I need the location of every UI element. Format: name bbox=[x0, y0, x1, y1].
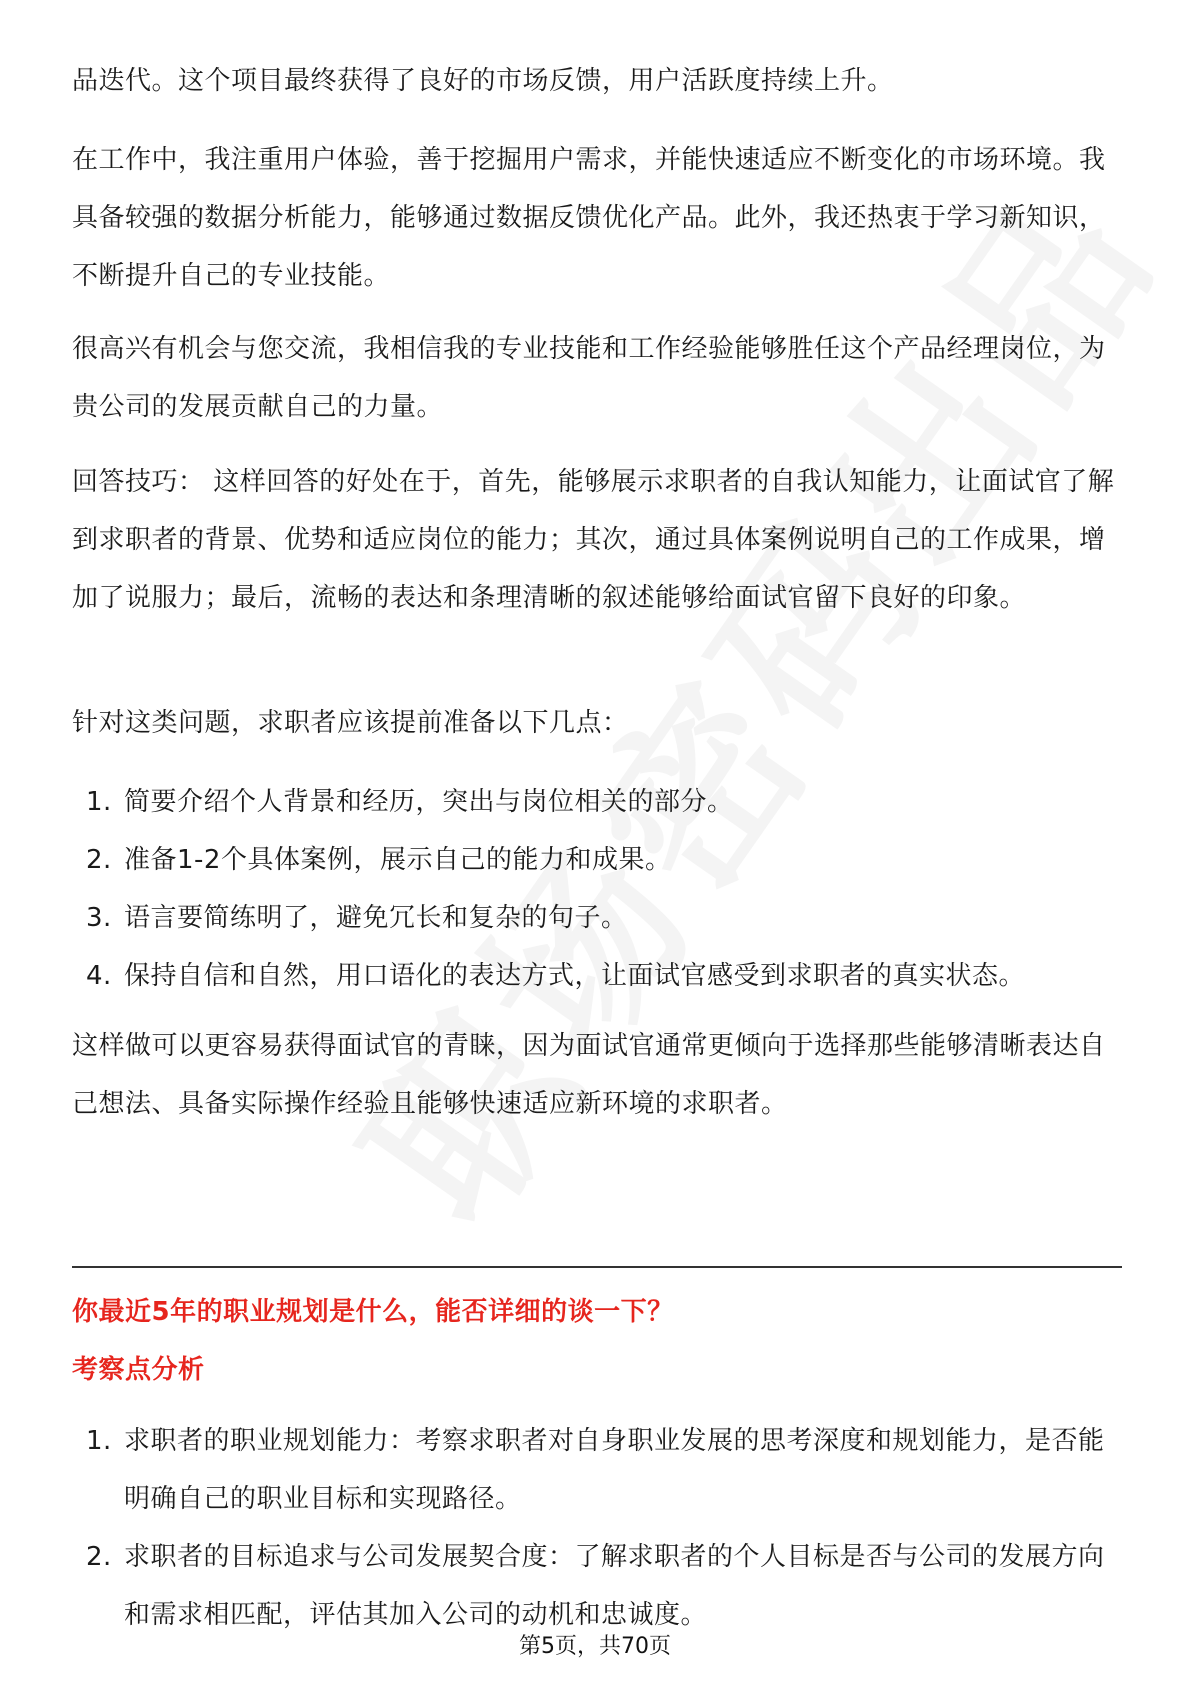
list-item bbox=[72, 1528, 1122, 1644]
list-item-number: 1. bbox=[86, 787, 112, 817]
list-item bbox=[72, 831, 1122, 889]
list-item-text: 求职者的目标追求与公司发展契合度：了解求职者的个人目标是否与公司的发展方向和需求相匹配，评估其加入公司的动机和忠诚度。 bbox=[124, 1542, 1105, 1630]
list-item-number: 4. bbox=[86, 961, 112, 991]
question-heading: 你最近5年的职业规划是什么，能否详细的谈一下？ bbox=[72, 1297, 674, 1327]
list-item-text: 求职者的职业规划能力：考察求职者对自身职业发展的思考深度和规划能力，是否能明确自己的职业目标和实现路径。 bbox=[124, 1426, 1105, 1514]
list-item-number: 2. bbox=[86, 1542, 112, 1572]
list-item-number: 3. bbox=[86, 903, 112, 933]
section-divider bbox=[72, 1266, 1122, 1268]
list-item-text: 语言要简练明了，避免冗长和复杂的句子。 bbox=[124, 903, 628, 933]
analysis-list bbox=[72, 1412, 1122, 1644]
analysis-heading: 考察点分析 bbox=[72, 1355, 205, 1385]
paragraph-prep-intro: 针对这类问题，求职者应该提前准备以下几点： bbox=[72, 708, 629, 738]
list-item bbox=[72, 1412, 1122, 1528]
paragraph-work-style: 在工作中，我注重用户体验，善于挖掘用户需求，并能快速适应不断变化的市场环境。我具备较强的数据分析能力，能够通过数据反馈优化产品。此外，我还热衷于学习新知识，不断提升自己的专业技能。 bbox=[72, 145, 1106, 291]
paragraph-closing-intro: 很高兴有机会与您交流，我相信我的专业技能和工作经验能够胜任这个产品经理岗位，为贵公司的发展贡献自己的力量。 bbox=[72, 334, 1106, 422]
list-item bbox=[72, 773, 1122, 831]
paragraph-project-result: 品迭代。这个项目最终获得了良好的市场反馈，用户活跃度持续上升。 bbox=[72, 66, 894, 96]
list-item-text: 保持自信和自然，用口语化的表达方式，让面试官感受到求职者的真实状态。 bbox=[124, 961, 1026, 991]
list-item bbox=[72, 889, 1122, 947]
list-item-text: 简要介绍个人背景和经历，突出与岗位相关的部分。 bbox=[124, 787, 734, 817]
list-item bbox=[72, 947, 1122, 1005]
prep-list bbox=[72, 773, 1122, 1005]
paragraph-conclusion: 这样做可以更容易获得面试官的青睐，因为面试官通常更倾向于选择那些能够清晰表达自己想法、具备实际操作经验且能够快速适应新环境的求职者。 bbox=[72, 1031, 1106, 1119]
list-item-number: 1. bbox=[86, 1426, 112, 1456]
list-item-text: 准备1-2个具体案例，展示自己的能力和成果。 bbox=[124, 845, 672, 875]
page-number-footer: 第5页，共70页 bbox=[519, 1634, 671, 1659]
paragraph-answer-tips: 回答技巧： 这样回答的好处在于，首先，能够展示求职者的自我认知能力，让面试官了解到求职者的背景、优势和适应岗位的能力；其次，通过具体案例说明自己的工作成果，增加了说服力；最后，流畅的表达和条理清晰的叙述能够给面试官留下良好的印象。 bbox=[72, 467, 1115, 613]
list-item-number: 2. bbox=[86, 845, 112, 875]
